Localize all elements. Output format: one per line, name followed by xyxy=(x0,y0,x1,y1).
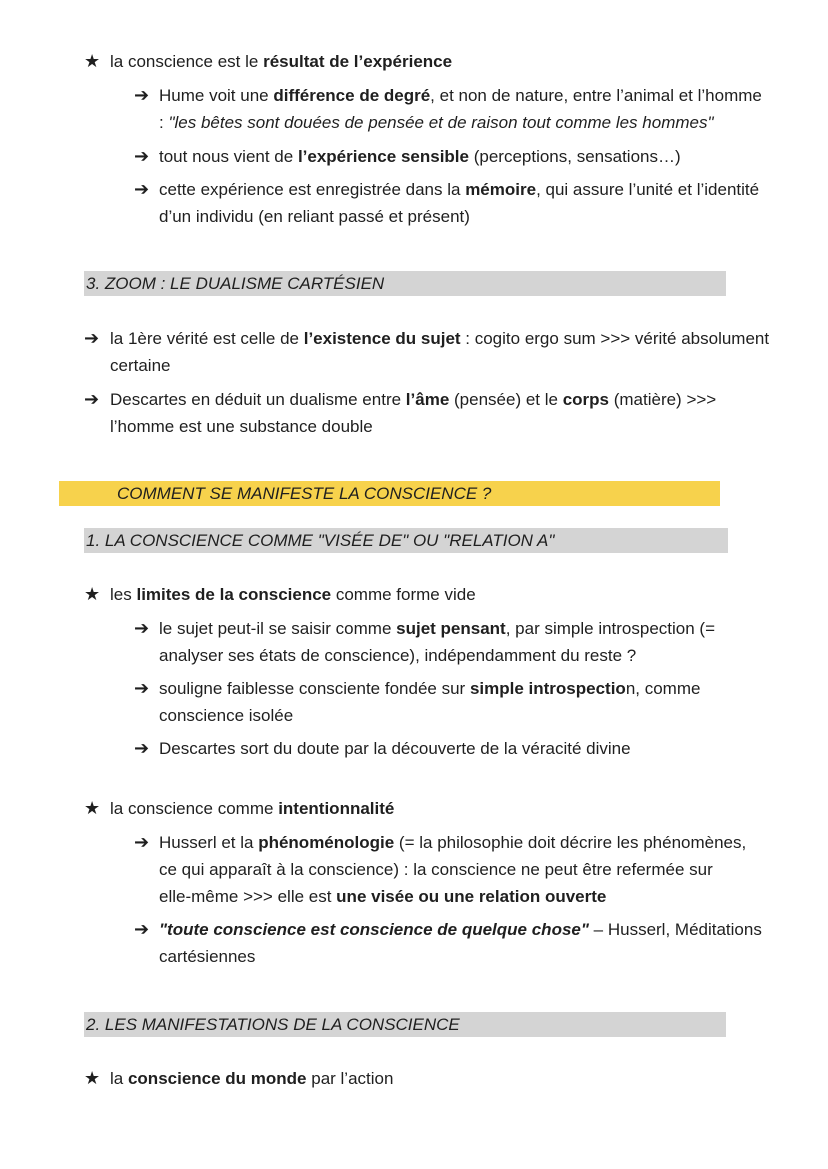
sub-thinking-subject-line1: le sujet peut-il se saisir comme sujet pensant, par simple introspection (= xyxy=(159,619,716,638)
sub-memory-line2: d’un individu (en reliant passé et présent) xyxy=(159,207,470,226)
point-cogito-line1: la 1ère vérité est celle de l’existence du sujet : cogito ergo sum >>> vérité absolument xyxy=(110,329,770,348)
sub-hume-line2: : "les bêtes sont douées de pensée et de raison tout comme les hommes" xyxy=(159,113,714,132)
main-heading: COMMENT SE MANIFESTE LA CONSCIENCE ? xyxy=(59,481,720,506)
star-icon: ★ xyxy=(84,1068,101,1088)
sub-husserl-line2: ce qui apparaît à la conscience) : la conscience ne peut être refermée sur xyxy=(159,860,713,879)
arrow-icon: ➔ xyxy=(134,832,150,852)
star-icon: ★ xyxy=(84,51,101,71)
arrow-icon: ➔ xyxy=(134,919,150,939)
star-icon: ★ xyxy=(84,584,101,604)
sub-husserl-line3: elle-même >>> elle est une visée ou une relation ouverte xyxy=(159,887,607,906)
point-dualism-line1: Descartes en déduit un dualisme entre l’âme (pensée) et le corps (matière) >>> xyxy=(110,390,717,409)
bullet-experience-result: la conscience est le résultat de l’expérience xyxy=(110,52,453,71)
sub-memory-line1: cette expérience est enregistrée dans la mémoire, qui assure l’unité et l’identité xyxy=(159,180,760,199)
sub-introspection-line2: conscience isolée xyxy=(159,706,294,725)
bullet-limits: les limites de la conscience comme forme vide xyxy=(110,585,476,604)
bullet-world-awareness: la conscience du monde par l’action xyxy=(110,1069,394,1088)
arrow-icon: ➔ xyxy=(134,179,150,199)
arrow-icon: ➔ xyxy=(134,618,150,638)
arrow-icon: ➔ xyxy=(134,738,150,758)
arrow-icon: ➔ xyxy=(84,389,100,409)
point-cogito-line2: certaine xyxy=(110,356,171,375)
star-icon: ★ xyxy=(84,798,101,818)
sub-thinking-subject-line2: analyser ses états de conscience), indépendamment du reste ? xyxy=(159,646,637,665)
sub-hume-line1: Hume voit une différence de degré, et non de nature, entre l’animal et l’homme xyxy=(159,86,762,105)
section-heading-1: 1. LA CONSCIENCE COMME "VISÉE DE" OU "RELATION A" xyxy=(84,528,728,553)
sub-sensible-experience: tout nous vient de l’expérience sensible (perceptions, sensations…) xyxy=(159,147,681,166)
arrow-icon: ➔ xyxy=(134,85,150,105)
section-heading-zoom: 3. ZOOM : LE DUALISME CARTÉSIEN xyxy=(84,271,726,296)
point-dualism-line2: l’homme est une substance double xyxy=(110,417,373,436)
sub-introspection-line1: souligne faiblesse consciente fondée sur simple introspection, comme xyxy=(159,679,701,698)
arrow-icon: ➔ xyxy=(134,678,150,698)
bullet-intentionality: la conscience comme intentionnalité xyxy=(110,799,395,818)
arrow-icon: ➔ xyxy=(134,146,150,166)
sub-quote-line1: "toute conscience est conscience de quelque chose" – Husserl, Méditations xyxy=(159,920,762,939)
arrow-icon: ➔ xyxy=(84,328,100,348)
sub-husserl-line1: Husserl et la phénoménologie (= la philosophie doit décrire les phénomènes, xyxy=(159,833,747,852)
sub-quote-line2: cartésiennes xyxy=(159,947,256,966)
section-heading-2: 2. LES MANIFESTATIONS DE LA CONSCIENCE xyxy=(84,1012,726,1037)
sub-divine-veracity: Descartes sort du doute par la découverte de la véracité divine xyxy=(159,739,631,758)
